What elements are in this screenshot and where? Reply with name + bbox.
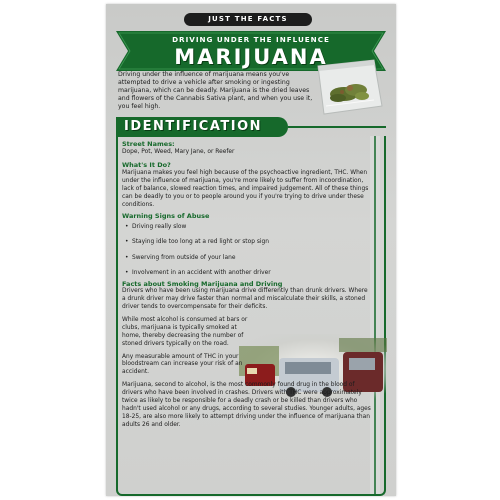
bullet-icon: •	[125, 223, 129, 230]
identification-header: IDENTIFICATION	[116, 117, 288, 137]
bullet-icon: •	[125, 269, 129, 276]
bullet-icon: •	[125, 254, 129, 261]
marijuana-baggie-image	[314, 58, 384, 116]
thc-text: Any measurable amount of THC in your bloodstream can increase your risk of an accident.	[122, 353, 243, 376]
header-divider	[288, 126, 386, 128]
identification-content	[122, 138, 372, 430]
street-names-heading: Street Names:	[122, 140, 175, 148]
what-text: Marijuana makes you feel high because of the psychoactive ingredient, THC. When under the influence of marijuana, you're more likely to suffer from incoordination, lack of balance, slowed reaction times, and impaired judgement. All of these things can be deadly to you or to people around you if you're trying to drive under these conditions.	[122, 169, 369, 208]
bullet-icon: •	[125, 239, 129, 246]
list-item: • Driving really slow	[125, 223, 187, 230]
just-the-facts-tag: JUST THE FACTS	[184, 13, 312, 26]
list-item: • Swerving from outside of your lane	[125, 254, 236, 261]
facts-heading: Facts about Smoking Marijuana and Driving	[122, 279, 283, 288]
what-heading: What's It Do?	[122, 161, 171, 170]
intro-paragraph: Driving under the influence of marijuana means you've attempted to drive a vehicle after smoking or ingesting marijuana, which can be deadly. Marijuana is the dried leaves and flowers of the Cannabis Sativa plant, and when you use it, you feel high.	[118, 71, 313, 111]
list-item: • Involvement in an accident with another driver	[125, 269, 271, 276]
street-names-text: Dope, Pot, Weed, Mary Jane, or Reefer	[122, 148, 235, 155]
warning-list	[122, 224, 372, 278]
warning-heading: Warning Signs of Abuse	[122, 212, 210, 221]
banner-subtitle: DRIVING UNDER THE INFLUENCE	[172, 35, 330, 44]
banner-title: MARIJUANA	[174, 45, 328, 69]
closing-text: Marijuana, second to alcohol, is the most commonly found drug in the blood of drivers who have been involved in crashes. Drivers with THC were approximately twice as likely to be responsible for a deadly crash or be killed than drivers who hadn't used alcohol or any drugs, according to several studies. Younger adults, ages 18-25, are also more likely to attempt driving under the influence of marijuana than adults 26 and older.	[122, 382, 371, 428]
fact-card	[106, 4, 396, 496]
facts-text: Drivers who have been using marijuana drive differently than drunk drivers. Where a drunk driver may drive faster than normal and miscalculate their skills, a stoned driver tends to overcompensate for their deficits.	[122, 288, 368, 311]
list-item: • Staying idle too long at a red light or stop sign	[125, 239, 270, 246]
alcohol-text: While most alcohol is consumed at bars or clubs, marijuana is typically smoked at home, thereby decreasing the number of stoned drivers typically on the road.	[122, 316, 248, 347]
